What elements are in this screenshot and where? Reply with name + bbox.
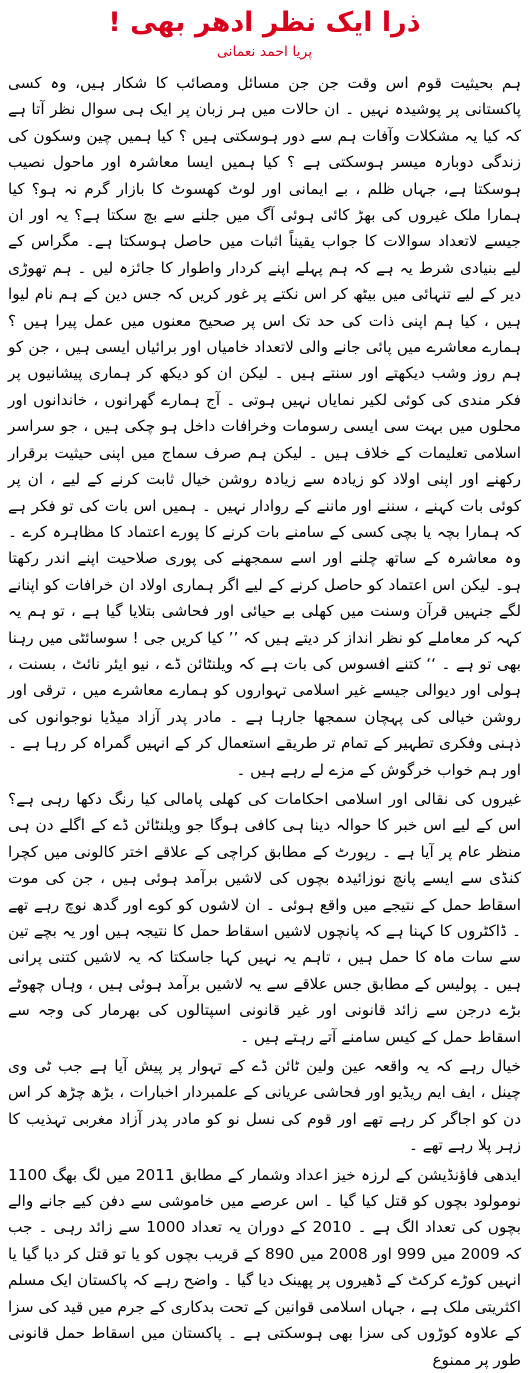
article-paragraph-2: غیروں کی نقالی اور اسلامی احکامات کی کھلی پامالی کیا رنگ دکھا رہی ہے؟ اس کے لیے اس خبر کا حوالہ دینا ہی کافی ہوگا جو ویلنٹائن ڈے کے اگلے دن ہی منظر عام پر آیا ہے ۔ رپورٹ کے مطابق کراچی کے علاقے اختر کالونی میں کچرا کنڈی سے ایسے پانچ نوزائیدہ بچوں کی لاشیں برآمد ہوئی ہیں ، جن کی موت اسقاط حمل کے نتیجے میں واقع ہوئی ۔ ان لاشوں کو کوے اور گدھ نوچ رہے تھے ۔ ڈاکٹروں کا کہنا ہے کہ پانچوں لاشیں اسقاط حمل کا نتیجہ ہیں اور یہ بچے تین سے سات ماہ کا حمل ہیں ، تاہم یہ نہیں کہا جاسکتا کہ یہ لاشیں کتنی پرانی ہیں ۔ پولیس کے مطابق جس علاقے سے یہ لاشیں برآمد ہوئی ہیں ، وہاں چھوٹے بڑے درجن سے زائد قانونی اور غیر قانونی اسپتالوں کی بھرمار کی وجہ سے اسقاط حمل کے کیس سامنے آتے رہتے ہیں ۔ — [8, 789, 521, 1046]
article-title: ذرا ایک نظر ادھر بھی ! — [108, 7, 421, 38]
article-paragraph-3: خیال رہے کہ یہ واقعہ عین ولین ٹائن ڈے کے تہوار پر پیش آیا ہے جب ٹی وی چینل ، ایف ایم ریڈیو اور فحاشی عریانی کے علمبردار اخبارات ، بڑھ چڑھ کر اس دن کو اجاگر کر رہے تھے اور قوم کی نسل نو کو مادر پدر آزاد مغربی تہذیب کا زہر پلا رہے تھے ۔ — [8, 1057, 521, 1155]
article-paragraph-4: ایدھی فاؤنڈیشن کے لرزہ خیز اعداد وشمار کے مطابق 2011 میں لگ بھگ 1100 نومولود بچوں کو قتل کیا گیا ۔ اس عرصے میں خاموشی سے دفن کیے جانے والے بچوں کی تعداد الگ ہے ۔ 2010 کے دوران یہ تعداد 1000 سے زائد رہی ۔ جب کہ 2009 میں 999 اور 2008 میں 890 کے قریب بچوں کو یا تو قتل کر دیا گیا یا انہیں کوڑے کرکٹ کے ڈھیروں پر پھینک دیا گیا ۔ واضح رہے کہ پاکستان ایک مسلم اکثریتی ملک ہے ، جہاں اسلامی قوانین کے تحت بدکاری کے جرم میں قید کی سزا کے علاوہ کوڑوں کی سزا بھی ہوسکتی ہے ۔ پاکستان میں اسقاط حمل قانونی طور پر ممنوع — [8, 1165, 522, 1369]
author-byline: پریا احمد نعمانی — [216, 44, 313, 60]
article-paragraph-1: ہم بحیثیت قوم اس وقت جن جن مسائل ومصائب کا شکار ہیں، وہ کسی پاکستانی پر پوشیدہ نہیں ۔ ان حالات میں ہر زبان پر ایک ہی سوال نظر آتا ہے کہ کیا یہ مشکلات وآفات ہم سے دور ہوسکتی ہیں ؟ کیا ہمیں چین وسکون کی زندگی دوبارہ میسر ہوسکتی ہے ؟ کیا ہمیں ایسا معاشرہ اور ماحول نصیب ہوسکتا ہے، جہاں ظلم ، بے ایمانی اور لوٹ کھسوٹ کا بازار گرم نہ ہو؟ کیا ہمارا ملک غیروں کی بھڑ کائی ہوئی آگ میں جلنے سے بچ سکتا ہے؟ یہ اور ان جیسے لاتعداد سوالات کا جواب یقیناً اثبات میں حاصل ہوسکتا ہے۔ مگراس کے لیے بنیادی شرط یہ ہے کہ ہم پہلے اپنے کردار واطوار کا جائزہ لیں ۔ ہم تھوڑی دیر کے لیے تنہائی میں بیٹھ کر اس نکتے پر غور کریں کہ جس دین کے ہم نام لیوا ہیں ، کیا ہم اپنی ذات کی حد تک اس پر صحیح معنوں میں عمل پیرا ہیں ؟ ہمارے معاشرے میں پائی جانے والی لاتعداد خامیاں اور برائیاں ایسی ہیں ، جن کو ہم روز وشب دیکھتے اور سنتے ہیں ۔ لیکن ان کو دیکھ کر ہماری پیشانیوں پر فکر مندی کی کوئی لکیر نمایاں نہیں ہوتی ۔ آج ہمارے گھرانوں ، خاندانوں اور محلوں میں بہت سی ایسی رسومات وخرافات داخل ہو چکی ہیں ، جو سراسر اسلامی تعلیمات کے خلاف ہیں ۔ لیکن ہم صرف سماج میں اپنی حیثیت برقرار رکھنے اور اپنی اولاد کو زیادہ سے زیادہ روشن خیال ثابت کرنے کے لیے ، ان پر کوئی بات کہنے ، سننے اور ماننے کے روادار نہیں ۔ ہمیں اس بات کی تو فکر ہے کہ ہمارا بچہ یا بچی کسی کے سامنے بات کرنے کا پورے اعتماد کا مظاہرہ کرے ۔ وہ معاشرہ کے ساتھ چلنے اور اسے سمجھنے کی پوری صلاحیت اپنے اندر رکھتا ہو۔ لیکن اس اعتماد کو حاصل کرنے کے لیے اگر ہماری اولاد ان خرافات کو اپنانے لگے جنہیں قرآن وسنت میں کھلی بے حیائی اور فحاشی بتلایا گیا ہے ، تو ہم یہ کہہ کر معاملے کو نظر انداز کر دیتے ہیں کہ ’’ کیا کریں جی ! سوسائٹی میں رہنا بھی تو ہے ۔ ‘‘ کتنے افسوس کی بات ہے کہ ویلنٹائن ڈے ، نیو ایئر نائٹ ، بسنت ، ہولی اور دیوالی جیسے غیر اسلامی تہواروں کو ہمارے معاشرے میں ، ترقی اور روشن خیالی کی پہچان سمجھا جارہا ہے ۔ مادر پدر آزاد میڈیا نوجوانوں کی ذہنی وفکری تطہیر کے تمام تر طریقے استعمال کر کے انہیں گمراہ کر رہا ہے ۔ اور ہم خواب خرگوش کے مزے لے رہے ہیں ۔ — [8, 74, 521, 779]
